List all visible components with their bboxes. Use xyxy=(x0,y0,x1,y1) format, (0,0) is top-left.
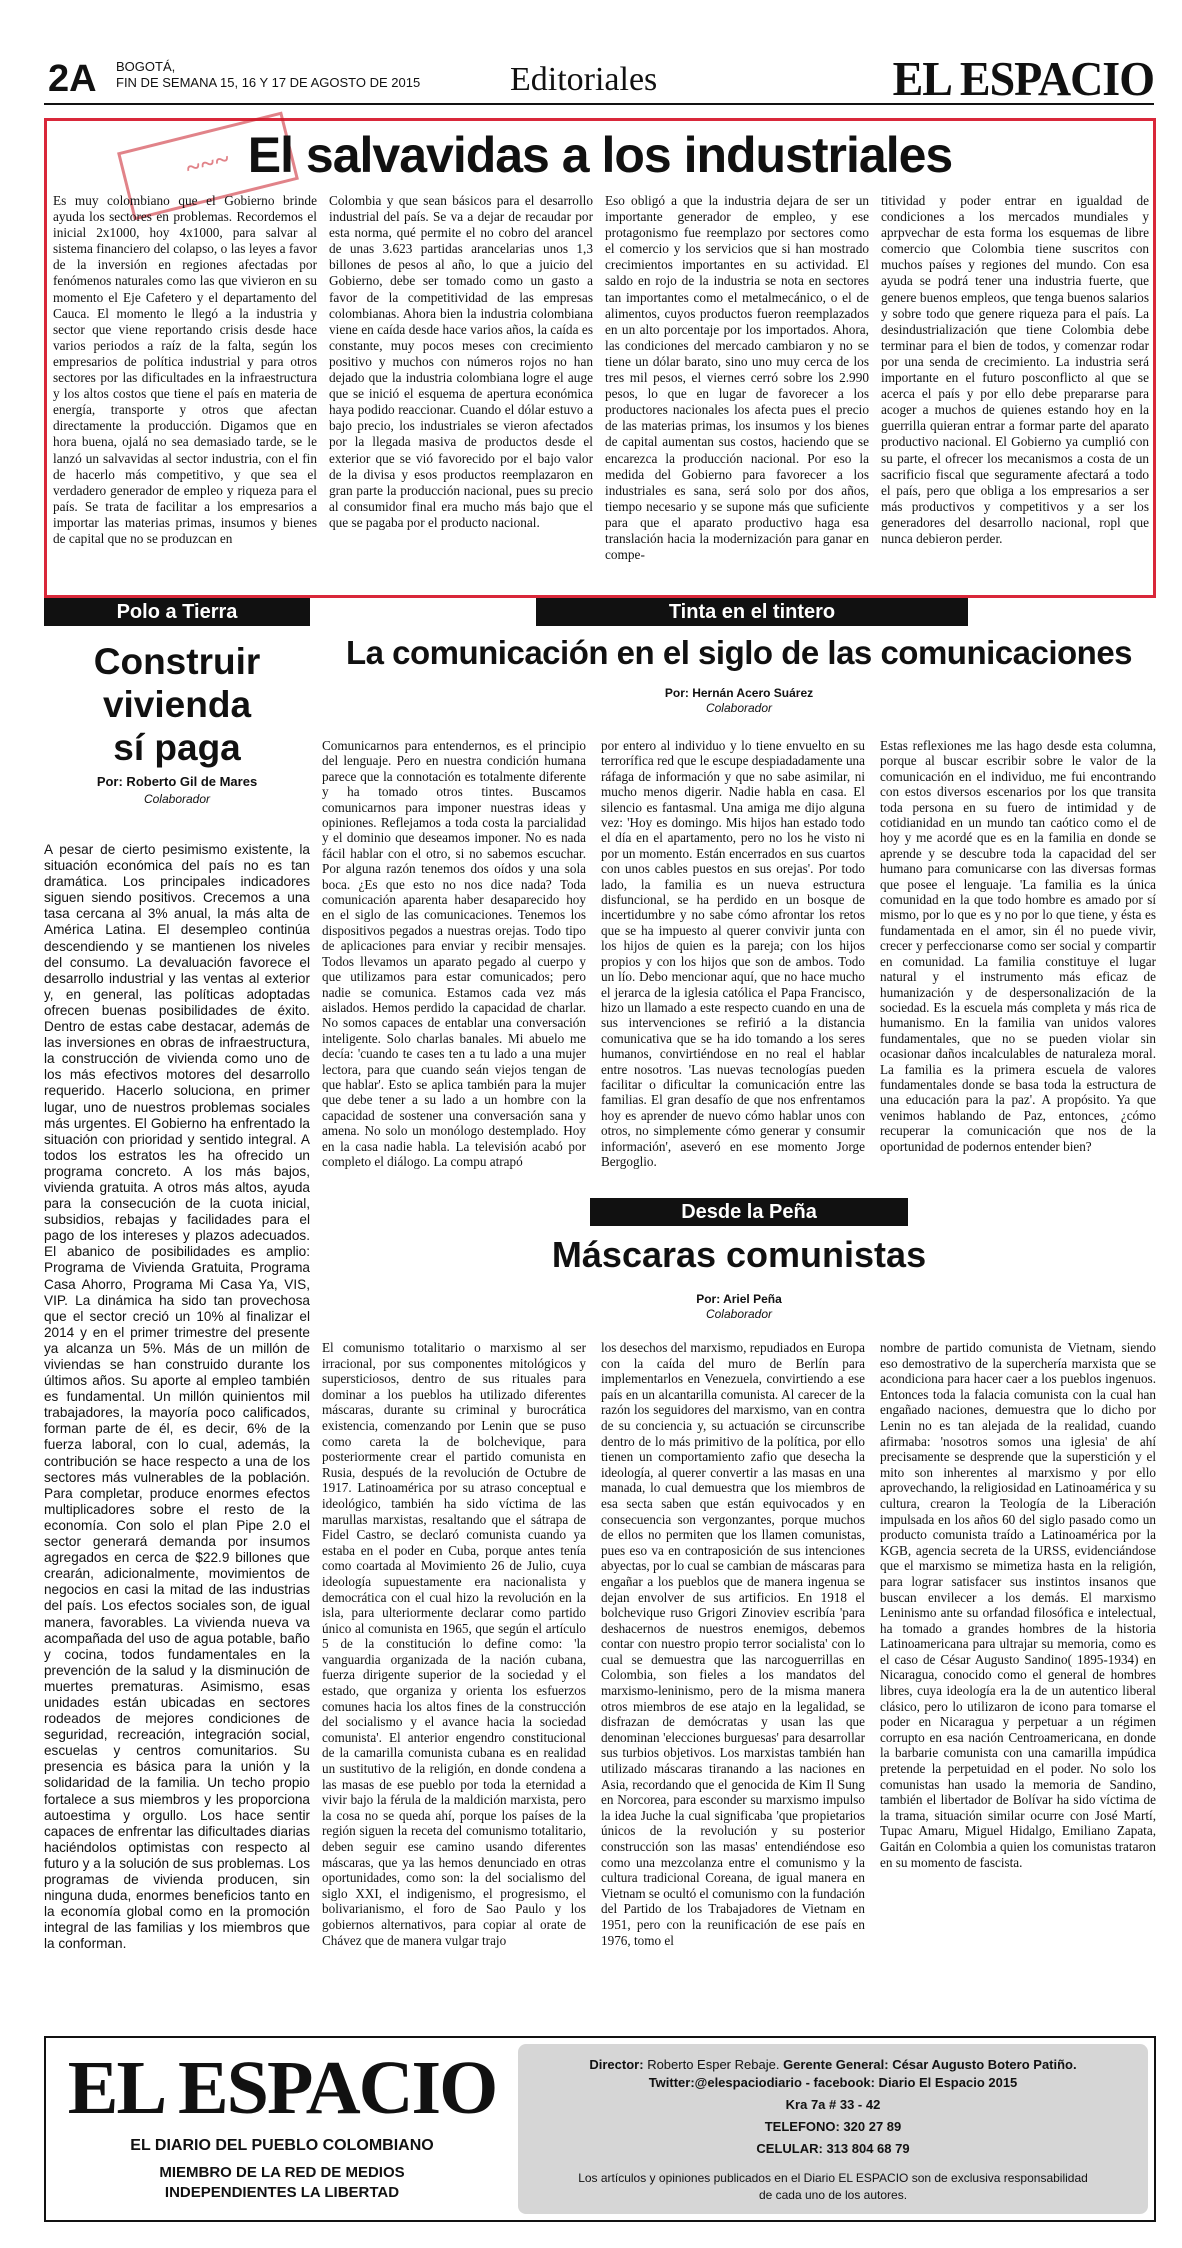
footer-address: Kra 7a # 33 - 42 xyxy=(785,2097,881,2112)
polo-title-line-2: vivienda xyxy=(102,684,252,725)
section-bar-desde-la-pena: Desde la Peña xyxy=(590,1198,908,1226)
polo-author-role: Colaborador xyxy=(143,792,211,806)
section-title: Editoriales xyxy=(510,61,658,98)
footer-membership-line-2: INDEPENDIENTES LA LIBERTAD xyxy=(164,2184,400,2201)
tinta-author: Por: Hernán Acero Suárez xyxy=(664,686,814,700)
tinta-article-title: La comunicación en el siglo de las comunicaciones xyxy=(345,634,1133,671)
polo-title-line-3: sí paga xyxy=(113,727,241,768)
editorial-column-2: Colombia y que sean básicos para el desarrollo industrial del país. Se va a dejar de recaudar por esta norma, qué permite el no cobro del arancel de unas 3.623 partidas arancelarias unos 1,3 billones de pesos al año, lo que a juicio del Gobierno, debe ser tomado como un gasto a favor de la competitividad de las empresas colombianas. Ahora bien la industria colombiana viene en caída desde hace varios años, la caída es constante, muy pocos meses con crecimiento positivo y muchos con números rojos no han dejado que la industria colombiana logre el auge que se inició el esquema de apertura económica haya podido reaccionar. Cuando el dólar estuvo a bajo precio, los industriales se vieron afectados por la llegada masiva de productos desde el exterior que se vió favorecido por el bajo valor de la divisa y esos productos reemplazaron en gran parte la producción nacional, pues su precio al consumidor final era mucho más bajo que el que se pagaba por el producto nacional. xyxy=(329,193,593,530)
tinta-column-3: Estas reflexiones me las hago desde esta columna, porque al buscar escribir sobre le valor de la comunicación en el individuo, me fui encontrando con estos diversos escenarios por los que transita toda persona en su fuero de intimidad y de cotidianidad en un mundo tan caótico como el de hoy y me acordé que es en la familia en donde se aprende y se descubre toda la capacidad del ser humano para comunicarse con las diversas formas que posee el lenguaje. 'La familia es la única comunidad en la que todo hombre es amado por sí mismo, por lo que es y no por lo que tiene, y ésta es fundamentada en el amor, sin él no puede vivir, crecer y perfeccionarse como ser social y compartir en comunidad. La familia constituye el lugar natural y el instrumento más eficaz de humanización y de despersonalización de la sociedad. Es la escuela más completa y más rica de humanismo. En la familia van unidos valores fundamentales, que no se pueden violar sin ocasionar daños incalculables de naturaleza moral. La familia es la primera escuela de valores fundamentales donde se basa toda la estructura de una educación para la paz'. A propósito. Ya que venimos hablando de Paz, entonces, ¿cómo recuperar la comunicación que nos de la oportunidad de podernos entender bien? xyxy=(880,738,1156,1154)
tinta-column-1: Comunicarnos para entendernos, es el principio del lenguaje. Pero en nuestra condición humana parece que la connotación es totalmente diferente y ha tomado otros tintes. Buscamos comunicarnos para imponer nuestras ideas y opiniones. Reflejamos a toda costa la parcialidad y el dominio que deseamos imponer. No es nada fácil hablar con el otro, si no sabemos escuchar. Por alguna razón tenemos dos oídos y una sola boca. ¿Es que esto no nos dice nada? Toda comunicación aparenta haber desaparecido hoy en el siglo de las comunicaciones. Tenemos los dispositivos pegados a nuestras orejas. Todo tipo de aplicaciones para enviar y recibir mensajes. Todos llevamos un aparato pegado al cuerpo y que utilizamos para estar comunicados; pero nadie se comunica. Estamos cada vez más aislados. Hemos perdido la capacidad de charlar. No somos capaces de entablar una conversación inteligente. Solo charlas banales. Mi abuelo me decía: 'cuando te cases ten a tu lado a una mujer lectora, para que cuando seán viejos tengan de que hablar'. Esto se aplica también para la mujer que debe tener a su lado a un hombre con la capacidad de sostener una conversación sana y amena. No solo un monólogo destemplado. Hoy en la casa nadie habla. La televisión acabó por completo el diálogo. La compu atrapó xyxy=(322,738,586,1169)
polo-article-title xyxy=(44,640,310,769)
pena-column-3: nombre de partido comunista de Vietnam, siendo eso demostrativo de la superchería marxista que se acondiciona para hacer caer a los pueblos ingenuos. Entonces toda la falacia comunista con la cual han engañado naciones, demuestra que lo dicho por Lenin no es tan alejada de la realidad, cuando afirmaba: 'nosotros somos una iglesia' de ahí precisamente se desprende que la superstición y el mito son inherentes al marxismo y por ello aprovechando, la religiosidad en Latinoamérica y su cultura, crearon la Teología de la Liberación impulsada en los años 60 del siglo pasado como un producto comunista traído a Latinoamérica por la KGB, agencia secreta de la URSS, evidenciándose que el marxismo se mimetiza hasta en la religión, para lograr satisfacer sus instintos insanos que buscan envilecer a los demás. El marxismo Leninismo ante su orfandad filosófica e intelectual, ha tomado a grandes hombres de la historia Latinoamericana para ultrajar su memoria, como es el caso de César Augusto Sandino( 1895-1934) en Nicaragua, conocido como el general de hombres libres, cuya ideología era la de un autentico liberal clásico, pero lo utilizaron de icono para tomarse el poder en Nicaragua y perpetuar a un régimen corrupto en esa nación Centroamericana, en donde la barbarie comunista con una camarilla impúdica pretende la perpetuidad en el poder. No solo los comunistas han usado la memoria de Sandino, también el libertador de Bolívar ha sido víctima de la trama, situación similar ocurre con José Martí, Tupac Amaru, Miguel Hidalgo, Emiliano Zapata, Gaitán en Colombia a quien los comunistas trataron en su momento de fascista. xyxy=(880,1340,1156,1870)
polo-title-line-1: Construir xyxy=(93,641,261,682)
gerente-label: Gerente General: xyxy=(783,2057,889,2072)
footer-membership-line-1: MIEMBRO DE LA RED DE MEDIOS xyxy=(159,2164,405,2181)
director-name: Roberto Esper Rebaje. xyxy=(647,2057,780,2072)
footer-staff-line xyxy=(518,2056,1148,2073)
footer-logo: EL ESPACIO xyxy=(67,2046,497,2130)
pena-author-role: Colaborador xyxy=(705,1307,773,1321)
tinta-author-role: Colaborador xyxy=(705,701,773,715)
section-bar-polo-a-tierra: Polo a Tierra xyxy=(44,598,310,626)
pena-article-title: Máscaras comunistas xyxy=(551,1234,927,1275)
footer-social: Twitter:@elespaciodiario - facebook: Diario El Espacio 2015 xyxy=(648,2075,1018,2090)
masthead xyxy=(44,51,1154,106)
footer-box xyxy=(44,2036,1156,2222)
footer-mobile: CELULAR: 313 804 68 79 xyxy=(756,2141,910,2156)
pena-column-1: El comunismo totalitario o marxismo al ser irracional, por sus componentes mitológicos y supersticiosos, dentro de sus rituales para dominar a los pueblos ha utilizado diferentes máscaras, durante su criminal y burocrática existencia, comenzando por Lenin que se puso como careta la de bolchevique, para posteriormente crear el partido comunista en Rusia, después de la revolución de Octubre de 1917. Latinoamérica por su atraso conceptual e ideológico, también ha sido víctima de las marullas marxistas, resaltando que el sátrapa de Fidel Castro, se declaró comunista cuando ya estaba en el poder en Cuba, porque antes tenía como coartada al Movimiento 26 de Julio, cuya ideología supuestamente era nacionalista y democrática con el cual hizo la revolución en la isla, para ulteriormente declarar como partido único al comunista en 1965, que según el artículo 5 de la constitución lo define como: 'la vanguardia organizada de la nación cubana, fuerza dirigente superior de la sociedad y el estado, que organiza y orienta los esfuerzos comunes hacia los altos fines de la construcción del socialismo y el avance hacia la sociedad comunista'. El anterior engendro constitucional de la camarilla comunista cubana es en realidad un sustitutivo de la religión, en donde condena a las masas de ese pueblo por toda la eternidad a vivir bajo la férula de la maldición marxista, pero la cosa no se queda ahí, porque los países de la región siguen la receta del comunismo totalitario, deben seguir ese camino usando diferentes máscaras, que ya las hemos denunciado en otras oportunidades, como son: la del socialismo del siglo XXI, el indigenismo, el progresismo, el bolivarianismo, el foro de Sao Paulo y los gobiernos alternativos, para copiar al orate de Chávez que de manera vulgar trajo xyxy=(322,1340,586,1948)
gerente-name: César Augusto Botero Patiño. xyxy=(892,2057,1077,2072)
footer-tagline: EL DIARIO DEL PUEBLO COLOMBIANO xyxy=(130,2137,434,2154)
tinta-column-2: por entero al individuo y lo tiene envuelto en su terrorífica red que le escupe despiadadamente una ráfaga de información y que no sabe asimilar, ni mucho menos digerir. Nadie habla en casa. El silencio es fantasmal. Una amiga me dijo alguna vez: 'Hoy es domingo. Mis hijos han estado todo el día en el apartamento, pero no los he visto ni por un momento. Están encerrados en sus cuartos con unos cables puestos en sus orejas'. Por todo lado, la familia es un nueva estructura disfuncional, se ha perdido en un bosque de incertidumbre y no sabe cómo afrontar los retos que se ha impuesto al querer convivir junta con los hijos de quien es la pareja; con los hijos propios y con los hijos que son de ambos. Todo un lío. Debo mencionar aquí, que no hace mucho el jerarca de la iglesia católica el Papa Francisco, hizo un llamado a este respecto cuando en una de sus intervenciones se refirió a la distancia comunicativa que se ha ido tomando a los seres humanos, convirtiéndose en no real el hablar entre nosotros. 'Las nuevas tecnologías pueden facilitar o dificultar la comunicación entre las familias. El gran desafío de que nos enfrentamos hoy es aprender de nuevo cómo hablar unos con otros, no simplemente cómo generar y consumir información', aseveró en ese momento Jorge Bergoglio. xyxy=(601,738,865,1169)
footer-disclaimer-2: de cada uno de los autores. xyxy=(758,2188,908,2202)
footer-disclaimer-1: Los artículos y opiniones publicados en el Diario EL ESPACIO son de exclusiva responsabilidad xyxy=(578,2171,1088,2185)
handwritten-signature: ~~~ xyxy=(117,111,299,220)
polo-author: Por: Roberto Gil de Mares xyxy=(96,774,258,789)
editorial-column-4: titividad y poder entrar en igualdad de condiciones a los mercados mundiales y aprpvechar de esta forma los esquemas de libre comercio que Colombia tiene suscritos con muchos países y regiones del mundo. Con esa ayuda se podrá tener una industria fuerte, que genere buenos empleos, que tenga buenos salarios y sobre todo que genere riqueza para el país. La desindustrialización que tiene Colombia debe terminar para el bien de todos, y comenzar rodar por una senda de crecimiento. La industria será importante en el futuro posconflicto al que se acerca el país y por ello debe prepararse para acoger a muchos de quienes estando hoy en la guerrilla quieran entrar a formar parte del aparato productivo nacional. El Gobierno ya cumplió con su parte, el ofrecer los mecanismos a costa de un sacrificio fiscal que seguramente afectará a todo el país, pero que obliga a los empresarios a ser más productivos y competitivos y a ser los generadores del desarrollo nacional, ropl que nunca debieron perder. xyxy=(881,193,1149,546)
editorial-title: El salvavidas a los industriales xyxy=(247,127,953,183)
director-label: Director: xyxy=(589,2057,644,2072)
polo-article-body: A pesar de cierto pesimismo existente, la situación económica del país no es tan dramática. Los principales indicadores siguen siendo positivos. Crecemos a una tasa cercana al 3% anual, la más alta de América Latina. El desempleo continúa descendiendo y se mantienen los niveles del consumo. La devaluación favorece el desarrollo industrial y las ventas al exterior y, en general, las políticas adoptadas ofrecen buenas posibilidades de éxito. Dentro de estas cabe destacar, además de las inversiones en obras de infraestructura, la construcción de vivienda como uno de los más efectivos motores del desarrollo requerido. Hacerlo soluciona, en primer lugar, uno de nuestros problemas sociales más urgentes. El Gobierno ha enfrentado la situación con prioridad y sentido integral. A todos los estratos les ha ofrecido un programa concreto. A los más bajos, vivienda gratuita. A otros más altos, ayuda para la consecución de la cuota inicial, subsidios, rebajas y facilidades para el pago de los intereses y plazos adecuados. El abanico de posibilidades es amplio: Programa de Vivienda Gratuita, Programa Casa Ahorro, Programa Mi Casa Ya, VIS, VIP. La dinámica ha sido tan provechosa que el sector creció un 10% al finalizar el 2014 y en el primer trimestre del presente ya alcanza un 5%. Más de un millón de viviendas se han construido durante los últimos años. Su aporte al empleo también es fundamental. Un millón quinientos mil trabajadores, la mayoría poco calificados, forman parte de él, es decir, 6% de la fuerza laboral, con lo cual, además, la contribución se hace respecto a una de los sectores más vulnerables de la población. Para completar, produce enormes efectos multiplicadores sobre el resto de la economía. Con solo el plan Pipe 2.0 el sector generará demanda por insumos agregados en cerca de $22.9 billones que crearán, adicionalmente, movimientos de negocios en casi la mitad de las industrias del país. Los efectos sociales son, de igual manera, favorables. La vivienda nueva va acompañada del uso de agua potable, baño y cocina, todos fundamentales en la prevención de la salud y la disminución de muertes prematuras. Asimismo, esas unidades están ubicadas en sectores rodeados de mejores condiciones de seguridad, recreación, integración social, escuelas y centros comunitarios. Su presencia es básica para la unión y la solidaridad de la familia. Un techo propio fortalece a sus miembros y les proporciona autoestima y orgullo. Los hace sentir capaces de enfrentar las dificultades diarias haciéndolos optimistas con respecto al futuro y a la solución de sus problemas. Los programas de vivienda producen, sin ninguna duda, enormes beneficios tanto en la economía global como en la promoción integral de las familias y los miembros que la conforman. xyxy=(44,842,310,1952)
newspaper-logo: EL ESPACIO xyxy=(892,51,1154,106)
dateline-date: FIN DE SEMANA 15, 16 Y 17 DE AGOSTO DE 2015 xyxy=(116,75,421,90)
dateline xyxy=(116,59,420,91)
page-number: 2A xyxy=(48,58,97,100)
footer-info-panel xyxy=(518,2044,1148,2214)
editorial-box xyxy=(44,118,1156,598)
editorial-column-3: Eso obligó a que la industria dejara de ser un importante generador de empleo, y ese protagonismo fue reemplazo por sectores como el comercio y los servicios que si han mostrado crecimientos importantes en su actividad. El saldo en rojo de la industria se nota en sectores tan importantes como el metalmecánico, o el de alimentos, cuyos productos fueron reemplazados en un alto porcentaje por los importados. Ahora, las condiciones del mercado cambiaron y no se tiene un dólar barato, sino uno muy cerca de los tres mil pesos, el viernes cerró sobre los 2.990 pesos, lo que en lugar de favorecer a los productores nacionales los afecta pues el precio de las materias primas, los insumos y los bienes de capital aumentan sus costos, haciendo que se encarezca la producción nacional. Por eso la medida del Gobierno para favorecer a los industriales es sana, será solo por dos años, tiempo necesario y se supone más que suficiente para que el aparato productivo haga esa translación hacia la modernización para ganar en compe- xyxy=(605,193,869,563)
dateline-city: BOGOTÁ, xyxy=(116,59,176,74)
pena-column-2: los desechos del marxismo, repudiados en Europa con la caída del muro de Berlín para implementarlos en Venezuela, convirtiendo a ese país en un alcantarilla comunista. Al carecer de la razón los seguidores del marxismo, van en contra de su conciencia y, su actuación se circunscribe dentro de lo más primitivo de la política, por ello tienen un comportamiento zafio que desecha la ideología, al querer convertir a las masas en una manada, lo cual demuestra que los miembros de esa secta saben que están equivocados y en consecuencia son vergonzantes, porque muchos de ellos no permiten que los llamen comunistas, pues eso va en contraposición de sus intenciones abyectas, por lo cual se cambian de máscaras para engañar a los pueblos que de manera ingenua se dejan envolver de sus artificios. En 1918 el bolchevique ruso Grigori Zinoviev escribía 'para deshacernos de nuestros enemigos, debemos contar con nuestro propio terror socialista' con lo cual se demuestra que las narcoguerrillas en Colombia, son fieles a los mandatos del marxismo-leninismo, pero de la misma manera otros miembros de ese atajo en la legalidad, se disfrazan de demócratas y usan las que denominan 'elecciones burguesas' para desarrollar sus turbios objetivos. Los marxistas también han utilizado máscaras tiranando a las naciones en Asia, recordando que el genocida de Kim Il Sung en Norcorea, para esconder su marxismo impulso la idea Juche la cual significaba 'que propietarios únicos de la revolución y su posterior construcción son las masas' entendiéndose eso como una mezcolanza entre el comunismo y la cultura tradicional Coreana, de igual manera en Vietnam se ocultó el comunismo con la fundación del Partido de los Trabajadores de Vietnam en 1951, pero con la reunificación de ese país en 1976, tomo el xyxy=(601,1340,865,1948)
pena-author: Por: Ariel Peña xyxy=(696,1292,782,1306)
section-bar-tinta-en-el-tintero: Tinta en el tintero xyxy=(536,598,968,626)
footer-phone: TELEFONO: 320 27 89 xyxy=(764,2119,902,2134)
editorial-column-1: Es muy colombiano que el Gobierno brinde ayuda los sectores en problemas. Recordemos el inicial 2x1000, hoy 4x1000, para salvar al sistema financiero del colapso, o las leyes a favor de la inversión en regiones afectadas por fenómenos naturales como las que vivieron en su momento el Eje Cafetero y el departamento del Cauca. El momento le llegó a la industria y sector que viene reportando crisis desde hace varios periodos a raíz de la falta, según los empresarios de política industrial y para otros sectores por las dificultades en la infraestructura y los altos costos que tiene el país en materia de energía, transporte y otros que afectan directamente la producción. Digamos que en hora buena, ojalá no sea demasiado tarde, se le lanzó un salvavidas al sector industria, con el fin de hacerlo más competitivo, y que sea el verdadero generador de empleo y riqueza para el país. Se trata de facilitar a los empresarios a importar las materias primas, insumos y bienes de capital que no se produzcan en xyxy=(53,193,317,546)
